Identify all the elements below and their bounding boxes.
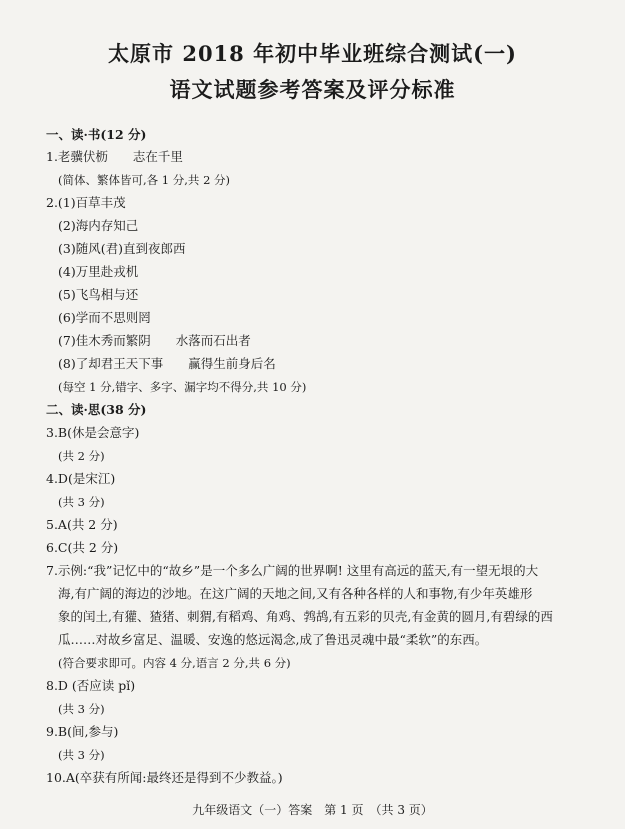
q2-answer-2: (2)海内存知己 bbox=[58, 218, 139, 233]
q2-answer-3: (3)随风(君)直到夜郎西 bbox=[58, 241, 186, 256]
q9-answer: 9.B(间,参与) bbox=[46, 724, 119, 739]
q4-answer: 4.D(是宋江) bbox=[46, 471, 116, 486]
q2-answer-8: (8)了却君王天下事 赢得生前身后名 bbox=[58, 356, 276, 371]
q5-answer: 5.A(共 2 分) bbox=[46, 517, 118, 532]
q6-answer: 6.C(共 2 分) bbox=[46, 540, 119, 555]
q7-scoring-note: (符合要求即可。内容 4 分,语言 2 分,共 6 分) bbox=[58, 656, 291, 670]
q7-answer-line-2: 海,有广阔的海边的沙地。在这广阔的天地之间,又有各种各样的人和事物,有少年英雄形 bbox=[58, 586, 533, 601]
q9-score: (共 3 分) bbox=[58, 748, 105, 762]
q7-answer-line-4: 瓜……对故乡富足、温暖、安逸的悠远渴念,成了鲁迅灵魂中最“柔软”的东西。 bbox=[58, 632, 488, 647]
q2-scoring-note: (每空 1 分,错字、多字、漏字均不得分,共 10 分) bbox=[58, 380, 307, 394]
q1-answer: 1.老骥伏枥 志在千里 bbox=[46, 149, 183, 164]
document-subtitle: 语文试题参考答案及评分标准 bbox=[169, 77, 456, 102]
q2-answer-5: (5)飞鸟相与还 bbox=[58, 287, 139, 302]
q3-score: (共 2 分) bbox=[58, 449, 105, 463]
q2-answer-4: (4)万里赴戎机 bbox=[58, 264, 139, 279]
section-2-heading: 二、读·思(38 分) bbox=[46, 402, 147, 417]
q2-answer-6: (6)学而不思则罔 bbox=[58, 310, 151, 325]
q10-answer: 10.A(卒获有所闻:最终还是得到不少教益。) bbox=[46, 770, 283, 785]
q8-answer: 8.D (否应读 pǐ) bbox=[46, 678, 136, 693]
q3-answer: 3.B(休是会意字) bbox=[46, 425, 140, 440]
page-footer: 九年级语文（一）答案 第 1 页 （共 3 页） bbox=[192, 803, 433, 817]
q2-answer-1: 2.(1)百草丰茂 bbox=[46, 195, 126, 210]
document-title: 太原市 2018 年初中毕业班综合测试(一) bbox=[108, 41, 517, 66]
q2-answer-7: (7)佳木秀而繁阴 水落而石出者 bbox=[58, 333, 251, 348]
q1-scoring-note: (简体、繁体皆可,各 1 分,共 2 分) bbox=[58, 173, 231, 187]
q8-score: (共 3 分) bbox=[58, 702, 105, 716]
q4-score: (共 3 分) bbox=[58, 495, 105, 509]
section-1-heading: 一、读·书(12 分) bbox=[46, 127, 147, 142]
q7-answer-line-3: 象的闰土,有獾、猹猪、刺猬,有稻鸡、角鸡、鹁鸪,有五彩的贝壳,有金黄的圆月,有碧绿的西 bbox=[58, 609, 553, 624]
q7-answer-line-1: 7.示例:“我”记忆中的“故乡”是一个多么广阔的世界啊! 这里有高远的蓝天,有一望无垠的大 bbox=[46, 563, 539, 578]
